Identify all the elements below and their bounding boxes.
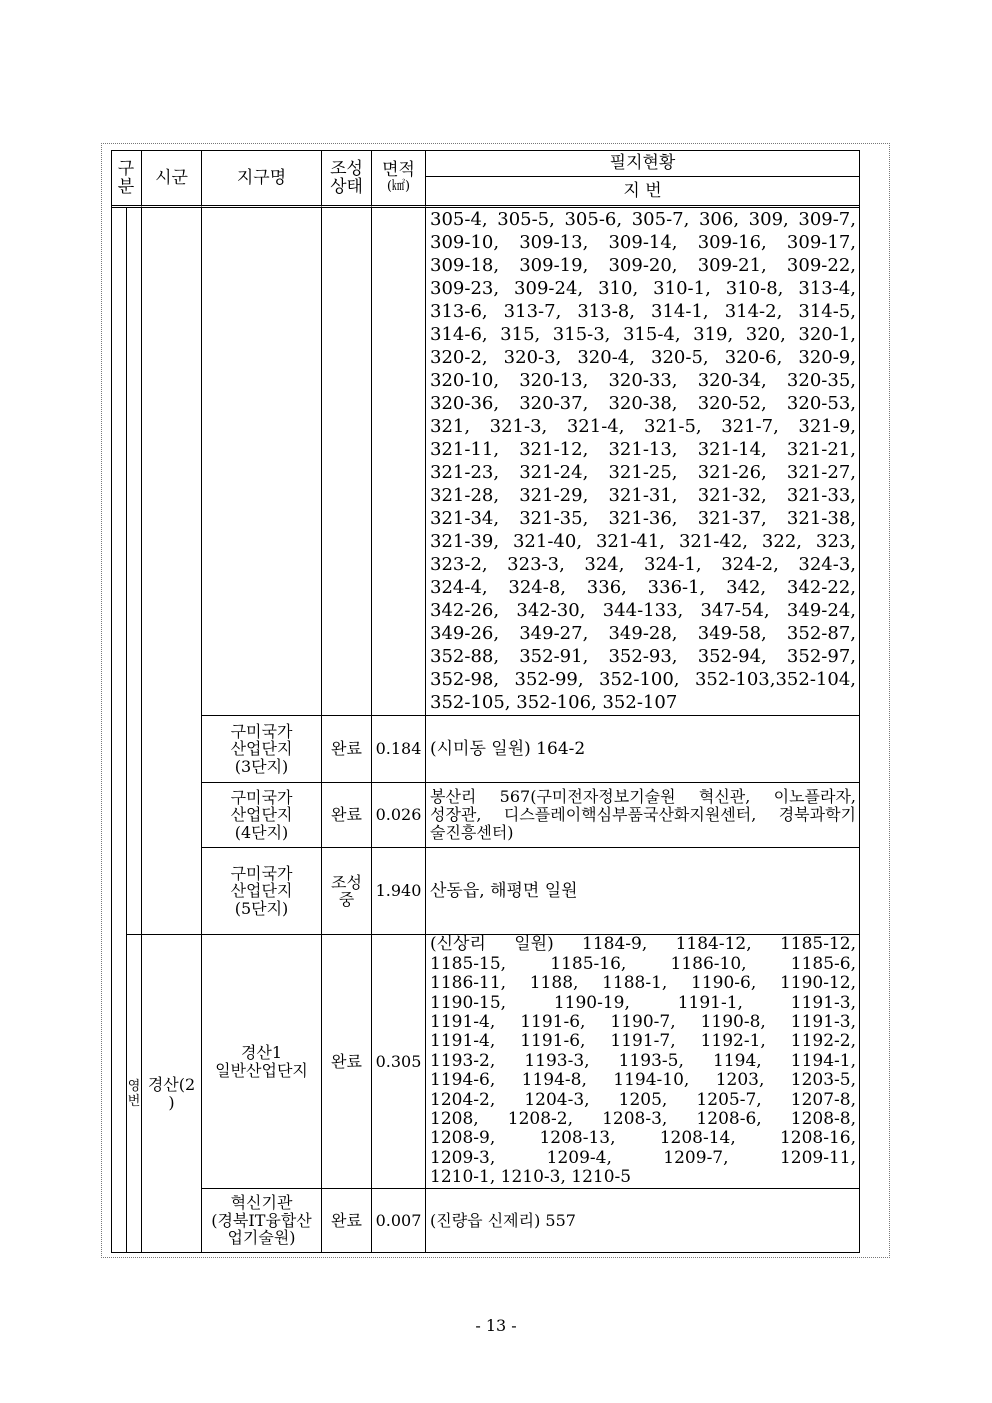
lot-line: 323-2, 323-3, 324, 324-1, 324-2, 324-3, [430, 554, 856, 575]
lot-line: 봉산리 567(구미전자정보기술원 혁신관, 이노플라자, [430, 788, 856, 806]
lot-line: 321-28, 321-29, 321-31, 321-32, 321-33, [430, 485, 856, 506]
lot-line: 1194-6, 1194-8, 1194-10, 1203, 1203-5, [430, 1071, 856, 1091]
row-1-district-name [202, 208, 322, 716]
row-1-status [322, 208, 372, 716]
lot-line: 321-34, 321-35, 321-36, 321-37, 321-38, [430, 508, 856, 529]
lot-line: 320-10, 320-13, 320-33, 320-34, 320-35, [430, 370, 856, 391]
row-4-district-name: 구미국가 산업단지 (5단지) [202, 848, 322, 935]
header-sigun: 시군 [142, 150, 202, 208]
row-4-lot-numbers [426, 848, 860, 935]
gubun-cell-gumi [127, 208, 142, 935]
parcel-status-table [111, 150, 860, 1253]
header-district-name: 지구명 [202, 150, 322, 208]
lot-line: 321-23, 321-24, 321-25, 321-26, 321-27, [430, 462, 856, 483]
row-4-area: 1.940 [372, 848, 426, 935]
lot-line: 314-6, 315, 315-3, 315-4, 319, 320, 320-1, [430, 324, 856, 345]
lot-line: 산동읍, 해평면 일원 [430, 881, 578, 901]
page-number: - 13 - [475, 1316, 517, 1335]
row-4-status: 조성 중 [322, 848, 372, 935]
row-5-status: 완료 [322, 935, 372, 1189]
lot-line: 321-11, 321-12, 321-13, 321-14, 321-21, [430, 439, 856, 460]
lot-line: 1210-1, 1210-3, 1210-5 [430, 1168, 632, 1188]
lot-line: 313-6, 313-7, 313-8, 314-1, 314-2, 314-5, [430, 301, 856, 322]
row-3-lot-numbers [426, 783, 860, 848]
lot-line: 성장관, 디스플레이핵심부품국산화지원센터, 경북과학기 [430, 806, 856, 824]
lot-line: 320-2, 320-3, 320-4, 320-5, 320-6, 320-9, [430, 347, 856, 368]
header-area-unit: (㎢) [386, 178, 411, 194]
header-parcel-status: 필지현황 [426, 150, 860, 177]
lot-line: 1186-11, 1188, 1188-1, 1190-6, 1190-12, [430, 974, 856, 994]
row-3-status: 완료 [322, 783, 372, 848]
row-2-lot-numbers [426, 716, 860, 783]
lot-line: (진량읍 신제리) 557 [430, 1210, 576, 1230]
lot-line: 술진흥센터) [430, 824, 514, 842]
lot-line: 352-88, 352-91, 352-93, 352-94, 352-97, [430, 646, 856, 667]
sigun-cell-gumi [142, 208, 202, 935]
lot-line: 309-23, 309-24, 310, 310-1, 310-8, 313-4, [430, 278, 856, 299]
lot-line: 305-4, 305-5, 305-6, 305-7, 306, 309, 309-7, [430, 209, 856, 230]
header-lot-number: 지 번 [426, 177, 860, 208]
lot-line: 1209-3, 1209-4, 1209-7, 1209-11, [430, 1148, 856, 1168]
lot-line: 1193-2, 1193-3, 1193-5, 1194, 1194-1, [430, 1051, 856, 1071]
lot-line: 1204-2, 1204-3, 1205, 1205-7, 1207-8, [430, 1090, 856, 1110]
row-1-lot-numbers [426, 208, 860, 716]
lot-line: 349-26, 349-27, 349-28, 349-58, 352-87, [430, 623, 856, 644]
row-5-area: 0.305 [372, 935, 426, 1189]
lot-line: (시미동 일원) 164-2 [430, 739, 586, 759]
row-6-status: 완료 [322, 1189, 372, 1253]
row-6-area: 0.007 [372, 1189, 426, 1253]
lot-line: 320-36, 320-37, 320-38, 320-52, 320-53, [430, 393, 856, 414]
row-2-area: 0.184 [372, 716, 426, 783]
lot-line: 352-105, 352-106, 352-107 [430, 692, 678, 713]
gubun-cell-gyeongsan: 영 번 [127, 935, 142, 1253]
lot-line: 309-18, 309-19, 309-20, 309-21, 309-22, [430, 255, 856, 276]
lot-line: 1208, 1208-2, 1208-3, 1208-6, 1208-8, [430, 1109, 856, 1129]
row-3-area: 0.026 [372, 783, 426, 848]
row-2-status: 완료 [322, 716, 372, 783]
lot-line: (신상리 일원) 1184-9, 1184-12, 1185-12, [430, 935, 856, 955]
header-gubun: 구 분 [111, 150, 142, 208]
row-1-area [372, 208, 426, 716]
lot-line: 324-4, 324-8, 336, 336-1, 342, 342-22, [430, 577, 856, 598]
lot-line: 1191-4, 1191-6, 1191-7, 1192-1, 1192-2, [430, 1032, 856, 1052]
header-area [372, 150, 426, 208]
lot-line: 1185-15, 1185-16, 1186-10, 1185-6, [430, 954, 856, 974]
gubun-outer-cell [111, 208, 127, 1253]
header-status: 조성 상태 [322, 150, 372, 208]
lot-line: 342-26, 342-30, 344-133, 347-54, 349-24, [430, 600, 856, 621]
row-6-lot-numbers [426, 1189, 860, 1253]
lot-line: 1208-9, 1208-13, 1208-14, 1208-16, [430, 1129, 856, 1149]
lot-line: 321, 321-3, 321-4, 321-5, 321-7, 321-9, [430, 416, 856, 437]
row-6-district-name: 혁신기관 (경북IT융합산 업기술원) [202, 1189, 322, 1253]
lot-line: 1190-15, 1190-19, 1191-1, 1191-3, [430, 993, 856, 1013]
sigun-cell-gyeongsan: 경산(2 ) [142, 935, 202, 1253]
row-3-district-name: 구미국가 산업단지 (4단지) [202, 783, 322, 848]
lot-line: 321-39, 321-40, 321-41, 321-42, 322, 323, [430, 531, 856, 552]
row-5-lot-numbers [426, 935, 860, 1189]
lot-line: 1191-4, 1191-6, 1190-7, 1190-8, 1191-3, [430, 1013, 856, 1033]
header-area-label: 면적 [382, 159, 415, 180]
row-5-district-name: 경산1 일반산업단지 [202, 935, 322, 1189]
lot-line: 352-98, 352-99, 352-100, 352-103,352-104, [430, 669, 856, 690]
lot-line: 309-10, 309-13, 309-14, 309-16, 309-17, [430, 232, 856, 253]
row-2-district-name: 구미국가 산업단지 (3단지) [202, 716, 322, 783]
